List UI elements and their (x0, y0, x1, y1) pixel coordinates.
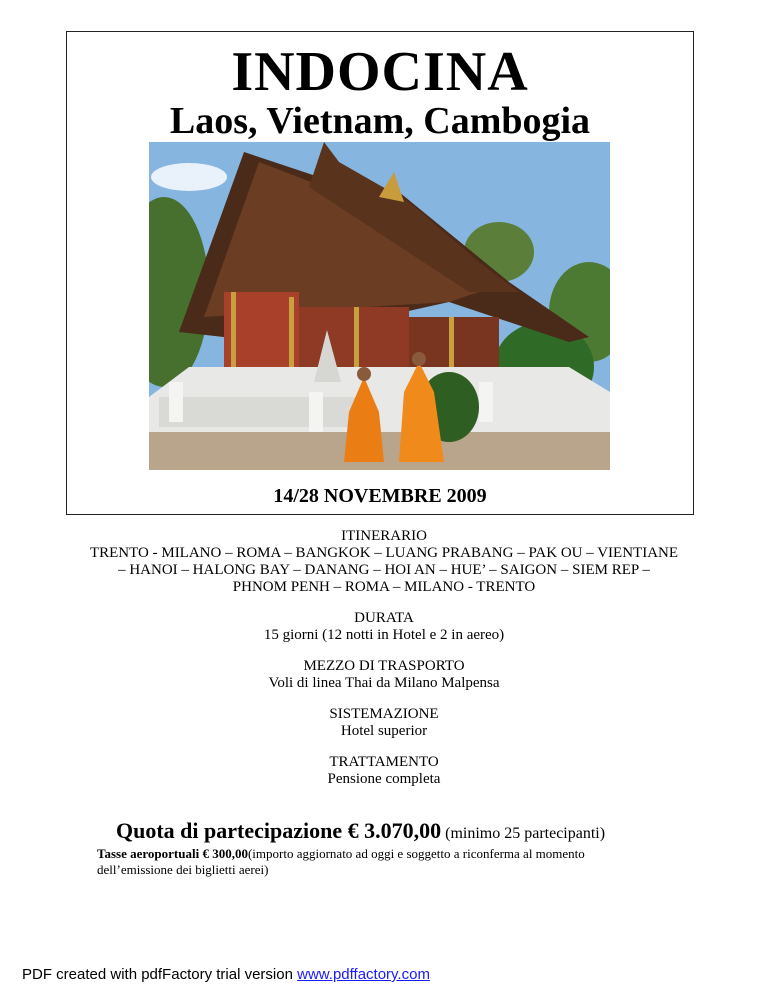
itinerary-line: PHNOM PENH – ROMA – MILANO - TRENTO (232, 579, 536, 595)
itinerary-line: TRENTO - MILANO – ROMA – BANGKOK – LUANG PRABANG – PAK OU – VIENTIANE (89, 545, 679, 561)
accommodation-heading: SISTEMAZIONE (329, 706, 439, 722)
taxes-amount: Tasse aeroportuali € 300,00 (97, 846, 248, 861)
pdffactory-link[interactable]: www.pdffactory.com (297, 966, 430, 983)
price-line (116, 820, 605, 842)
board-section (0, 754, 768, 788)
itinerary-heading: ITINERARIO (341, 528, 427, 544)
temple-photo (149, 142, 610, 470)
itinerary-line: – HANOI – HALONG BAY – DANANG – HOI AN – HUE’ – SAIGON – SIEM REP – (118, 562, 650, 578)
airport-taxes (97, 846, 657, 878)
duration-value: 15 giorni (12 notti in Hotel e 2 in aereo) (263, 627, 505, 643)
accommodation-value: Hotel superior (340, 723, 428, 739)
pdf-footer (22, 966, 430, 983)
price-main: Quota di partecipazione € 3.070,00 (116, 818, 442, 843)
duration-section (0, 610, 768, 644)
transport-value: Voli di linea Thai da Milano Malpensa (268, 675, 500, 691)
cover-frame (66, 31, 694, 515)
temple-photo-icon (149, 142, 610, 470)
document-subtitle: Laos, Vietnam, Cambogia (169, 100, 591, 142)
accommodation-section (0, 706, 768, 740)
tour-dates: 14/28 NOVEMBRE 2009 (273, 485, 487, 507)
transport-section (0, 658, 768, 692)
document-title: INDOCINA (231, 41, 529, 103)
duration-heading: DURATA (354, 610, 414, 626)
itinerary-section (0, 528, 768, 596)
footer-text: PDF created with pdfFactory trial version (22, 966, 298, 983)
price-note: (minimo 25 partecipanti) (445, 825, 606, 842)
transport-heading: MEZZO DI TRASPORTO (303, 658, 465, 674)
taxes-note: (importo aggiornato ad oggi e soggetto a riconferma al momento dell’emissione dei biglietti aerei) (97, 846, 585, 877)
board-value: Pensione completa (327, 771, 441, 787)
board-heading: TRATTAMENTO (329, 754, 439, 770)
